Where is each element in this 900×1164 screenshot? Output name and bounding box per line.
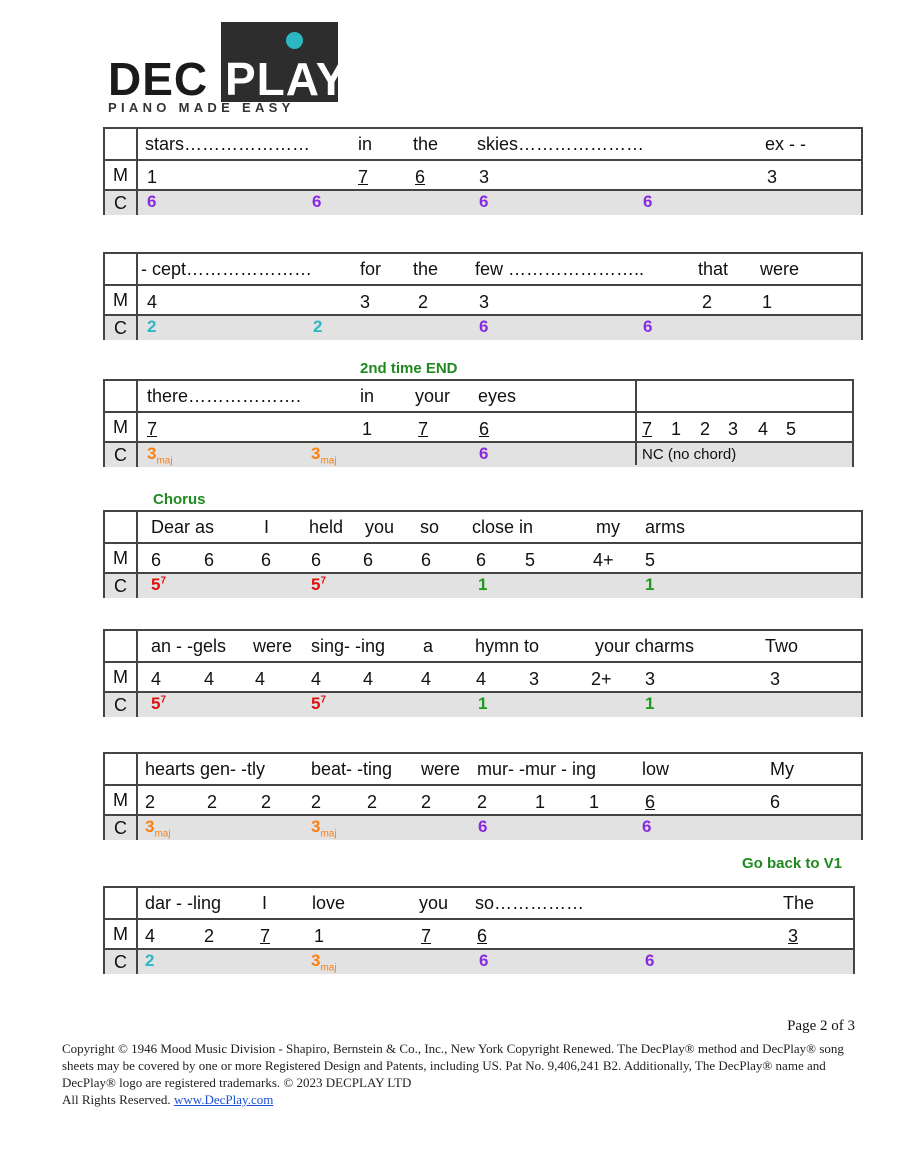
chord-number: 3	[311, 951, 321, 970]
chord-number: 5	[151, 694, 161, 713]
song-line-block	[103, 379, 854, 467]
chord-symbol	[311, 694, 326, 714]
melody-label: M	[105, 161, 138, 189]
melody-note: 4	[204, 669, 215, 689]
row-label	[105, 631, 138, 661]
melody-note: 2	[311, 792, 322, 812]
chord-number: 6	[643, 317, 653, 336]
melody-row	[105, 544, 861, 574]
lyric-word: beat- -ting	[311, 759, 393, 779]
chord-row	[105, 316, 861, 340]
melody-note: 2	[145, 792, 156, 812]
chord-symbol	[147, 317, 156, 337]
lyric-word: so	[420, 517, 440, 537]
melody-note: 6	[204, 550, 215, 570]
melody-note: 6	[770, 792, 781, 812]
chord-number: 3	[147, 444, 157, 463]
rights-text: All Rights Reserved.	[62, 1092, 174, 1107]
melody-note: 1	[762, 292, 773, 312]
melody-note: 5	[645, 550, 656, 570]
lyric-word: there……………….	[147, 386, 302, 406]
chord-number: 6	[479, 951, 489, 970]
lyric-word: your	[415, 386, 451, 406]
chord-number: 6	[312, 192, 322, 211]
melody-note: 3	[788, 926, 799, 946]
melody-note: 2	[421, 792, 432, 812]
melody-note: 3	[767, 167, 778, 187]
melody-note: 1	[589, 792, 600, 812]
melody-note: 4	[363, 669, 374, 689]
melody-note: 1	[535, 792, 546, 812]
chord-row	[105, 816, 861, 840]
chord-row	[105, 950, 853, 974]
melody-note: 6	[479, 419, 490, 439]
melody-note: 6	[421, 550, 432, 570]
lyric-word: - cept…………………	[141, 259, 313, 279]
chord-number: 5	[311, 694, 321, 713]
song-line-block	[103, 127, 863, 215]
melody-note: 7	[418, 419, 429, 439]
melody-note: 3	[770, 669, 781, 689]
lyric-word: my	[596, 517, 620, 537]
chord-extension: 7	[320, 694, 327, 706]
chord-symbol	[145, 817, 171, 839]
chord-symbol	[313, 317, 322, 337]
lyric-word: The	[783, 893, 815, 913]
lyric-word: held	[309, 517, 344, 537]
lyric-word: were	[760, 259, 800, 279]
row-label	[105, 381, 138, 411]
chord-symbol	[311, 951, 337, 973]
melody-row	[105, 286, 861, 316]
melody-note: 2	[477, 792, 488, 812]
melody-note: 4	[255, 669, 266, 689]
chord-symbol	[642, 817, 651, 837]
song-line-block	[103, 752, 863, 840]
song-line-block	[103, 252, 863, 340]
chord-label: C	[105, 693, 138, 717]
melody-note: 4	[476, 669, 487, 689]
chord-number: 6	[643, 192, 653, 211]
lyric-word: I	[264, 517, 270, 537]
chord-symbol	[478, 575, 487, 595]
chord-number: 6	[642, 817, 652, 836]
melody-note: 6	[151, 550, 162, 570]
copyright-text: Copyright © 1946 Mood Music Division - Shapiro, Bernstein & Co., Inc., New York Copyright Renewed. The DecPlay® method and DecPlay® song sheets may be covered by one or more Registered Design and Patents, including US. Pat No. 9,406,241 B2. Additionally, The DecPlay® name and DecPlay® logo are registered trademarks. © 2023 DECPLAY LTD	[62, 1041, 844, 1090]
chord-quality: maj	[320, 962, 337, 974]
row-label	[105, 512, 138, 542]
lyric-word: the	[413, 259, 439, 279]
chord-symbol	[145, 951, 154, 971]
melody-note: 4+	[593, 550, 614, 570]
lyrics-row	[105, 129, 861, 161]
melody-note: 2	[261, 792, 272, 812]
row-label	[105, 129, 138, 159]
chord-number: 3	[311, 817, 321, 836]
chord-label: C	[105, 950, 138, 974]
no-chord-text: NC (no chord)	[642, 446, 737, 463]
melody-note: 7	[147, 419, 158, 439]
decplay-logo	[108, 22, 348, 115]
lyric-word: Two	[765, 636, 799, 656]
melody-label: M	[105, 920, 138, 948]
melody-row	[105, 920, 853, 950]
chord-symbol	[645, 951, 654, 971]
lyrics-row	[105, 381, 852, 413]
logo-dot-icon	[286, 32, 303, 49]
chord-number: 6	[479, 192, 489, 211]
melody-note: 4	[311, 669, 322, 689]
melody-note: 3	[479, 167, 490, 187]
lyric-word: My	[770, 759, 794, 779]
chord-label: C	[105, 316, 138, 340]
lyric-word: eyes	[478, 386, 517, 406]
chord-label: C	[105, 443, 138, 467]
lyric-word: for	[360, 259, 382, 279]
melody-note: 7	[260, 926, 271, 946]
melody-row	[105, 161, 861, 191]
chord-symbol	[645, 694, 654, 714]
melody-note: 6	[476, 550, 487, 570]
chord-number: 1	[478, 694, 488, 713]
melody-note: 2+	[591, 669, 612, 689]
melody-note: 2	[204, 926, 215, 946]
melody-note: 1	[314, 926, 325, 946]
chord-quality: maj	[320, 828, 337, 840]
lyric-word: I	[262, 893, 268, 913]
lyrics-row	[105, 754, 861, 786]
chord-symbol	[151, 694, 166, 714]
lyric-word: that	[698, 259, 729, 279]
chord-row	[105, 191, 861, 215]
melody-row	[105, 663, 861, 693]
chord-number: 1	[645, 575, 655, 594]
lyric-word: love	[312, 893, 346, 913]
chord-number: 2	[147, 317, 157, 336]
chord-extension: 7	[160, 694, 167, 706]
chord-symbol	[479, 317, 488, 337]
melody-note: 3	[479, 292, 490, 312]
melody-note: 4	[145, 926, 156, 946]
chord-number: 6	[478, 817, 488, 836]
chord-number: 5	[151, 575, 161, 594]
chord-number: 6	[645, 951, 655, 970]
song-line-block	[103, 886, 855, 974]
chord-symbol	[312, 192, 321, 212]
melody-note: 6	[363, 550, 374, 570]
chord-number: 5	[311, 575, 321, 594]
song-line-block	[103, 629, 863, 717]
chord-number: 6	[479, 444, 489, 463]
copyright-notice	[62, 1040, 862, 1108]
chord-label: C	[105, 191, 138, 215]
melody-label: M	[105, 413, 138, 441]
lyric-word: the	[413, 134, 439, 154]
lyric-word: were	[253, 636, 293, 656]
melody-note: 3	[360, 292, 371, 312]
lyric-word: hymn to	[475, 636, 540, 656]
lyric-word: stars…………………	[145, 134, 311, 154]
lyric-word: skies…………………	[477, 134, 645, 154]
melody-note: 2	[207, 792, 218, 812]
chord-row	[105, 574, 861, 598]
chord-number: 3	[145, 817, 155, 836]
chord-extension: 7	[160, 575, 167, 587]
logo-dec-text: DEC	[108, 53, 209, 105]
chord-number: 3	[311, 444, 321, 463]
chord-symbol	[479, 951, 488, 971]
logo-tagline: PIANO MADE EASY	[108, 100, 295, 115]
row-label	[105, 254, 138, 284]
chord-number: 1	[478, 575, 488, 594]
lyric-word: a	[423, 636, 434, 656]
lyric-word: an - -gels	[151, 636, 227, 656]
lyrics-row	[105, 631, 861, 663]
lyric-word: in	[358, 134, 373, 154]
melody-note: 5	[525, 550, 536, 570]
melody-note: 6	[261, 550, 272, 570]
chord-symbol	[645, 575, 654, 595]
chord-number: 6	[147, 192, 157, 211]
chord-symbol	[478, 817, 487, 837]
section-divider	[635, 381, 637, 465]
lyric-word: dar - -ling	[145, 893, 222, 913]
lyric-word: Dear as	[151, 517, 215, 537]
melody-label: M	[105, 544, 138, 572]
chord-symbol	[479, 444, 488, 464]
section-heading: Go back to V1	[742, 855, 843, 872]
chord-symbol	[643, 317, 652, 337]
chord-number: 2	[313, 317, 323, 336]
lyric-word: mur- -mur - ing	[477, 759, 597, 779]
song-line-block	[103, 510, 863, 598]
lyric-word: low	[642, 759, 670, 779]
chord-label: C	[105, 574, 138, 598]
lyric-word: you	[419, 893, 449, 913]
chord-number: 6	[479, 317, 489, 336]
chord-symbol	[147, 444, 173, 466]
chord-quality: maj	[154, 828, 171, 840]
melody-note: 3	[645, 669, 656, 689]
lyric-word: arms	[645, 517, 685, 537]
melody-note: 4	[421, 669, 432, 689]
chord-symbol	[478, 694, 487, 714]
melody-row	[105, 786, 861, 816]
melody-note: 4	[758, 419, 769, 439]
melody-note: 1	[671, 419, 682, 439]
lyric-word: were	[421, 759, 461, 779]
chord-symbol	[151, 575, 166, 595]
melody-note: 2	[418, 292, 429, 312]
lyric-word: few …………………..	[475, 259, 645, 279]
melody-note: 1	[362, 419, 373, 439]
melody-label: M	[105, 286, 138, 314]
melody-label: M	[105, 663, 138, 691]
chord-label: C	[105, 816, 138, 840]
chord-extension: 7	[320, 575, 327, 587]
website-link[interactable]: www.DecPlay.com	[173, 1092, 274, 1107]
melody-note: 2	[700, 419, 711, 439]
chord-symbol	[643, 192, 652, 212]
melody-note: 2	[367, 792, 378, 812]
chord-symbol	[479, 192, 488, 212]
lyric-word: hearts gen- -tly	[145, 759, 266, 779]
chord-symbol	[311, 444, 337, 466]
chord-symbol	[311, 817, 337, 839]
melody-note: 4	[147, 292, 158, 312]
melody-note: 6	[645, 792, 656, 812]
section-heading: Chorus	[153, 491, 206, 508]
melody-note: 6	[311, 550, 322, 570]
lyric-word: you	[365, 517, 395, 537]
lyrics-row	[105, 512, 861, 544]
section-heading: 2nd time END	[360, 360, 458, 377]
lyric-word: sing- -ing	[311, 636, 386, 656]
melody-note: 3	[728, 419, 739, 439]
row-label	[105, 754, 138, 784]
melody-note: 2	[702, 292, 713, 312]
lyrics-row	[105, 888, 853, 920]
lyric-word: your charms	[595, 636, 695, 656]
melody-note: 7	[358, 167, 369, 187]
row-label	[105, 888, 138, 918]
melody-note: 7	[642, 419, 653, 439]
lyric-word: close in	[472, 517, 534, 537]
chord-row	[105, 693, 861, 717]
lyric-word: ex - -	[765, 134, 807, 154]
chord-symbol	[147, 192, 156, 212]
chord-quality: maj	[320, 455, 337, 467]
melody-note: 3	[529, 669, 540, 689]
chord-symbol	[311, 575, 326, 595]
page-number: Page 2 of 3	[787, 1018, 855, 1034]
melody-note: 1	[147, 167, 158, 187]
chord-row	[105, 443, 852, 467]
lyric-word: in	[360, 386, 375, 406]
melody-note: 6	[477, 926, 488, 946]
chord-number: 2	[145, 951, 155, 970]
melody-label: M	[105, 786, 138, 814]
lyric-word: so……………	[475, 893, 585, 913]
melody-row	[105, 413, 852, 443]
chord-quality: maj	[156, 455, 173, 467]
melody-note: 6	[415, 167, 426, 187]
chord-number: 1	[645, 694, 655, 713]
lyrics-row	[105, 254, 861, 286]
melody-note: 4	[151, 669, 162, 689]
melody-note: 7	[421, 926, 432, 946]
melody-note: 5	[786, 419, 797, 439]
logo-play-text: PLAY	[225, 53, 348, 105]
